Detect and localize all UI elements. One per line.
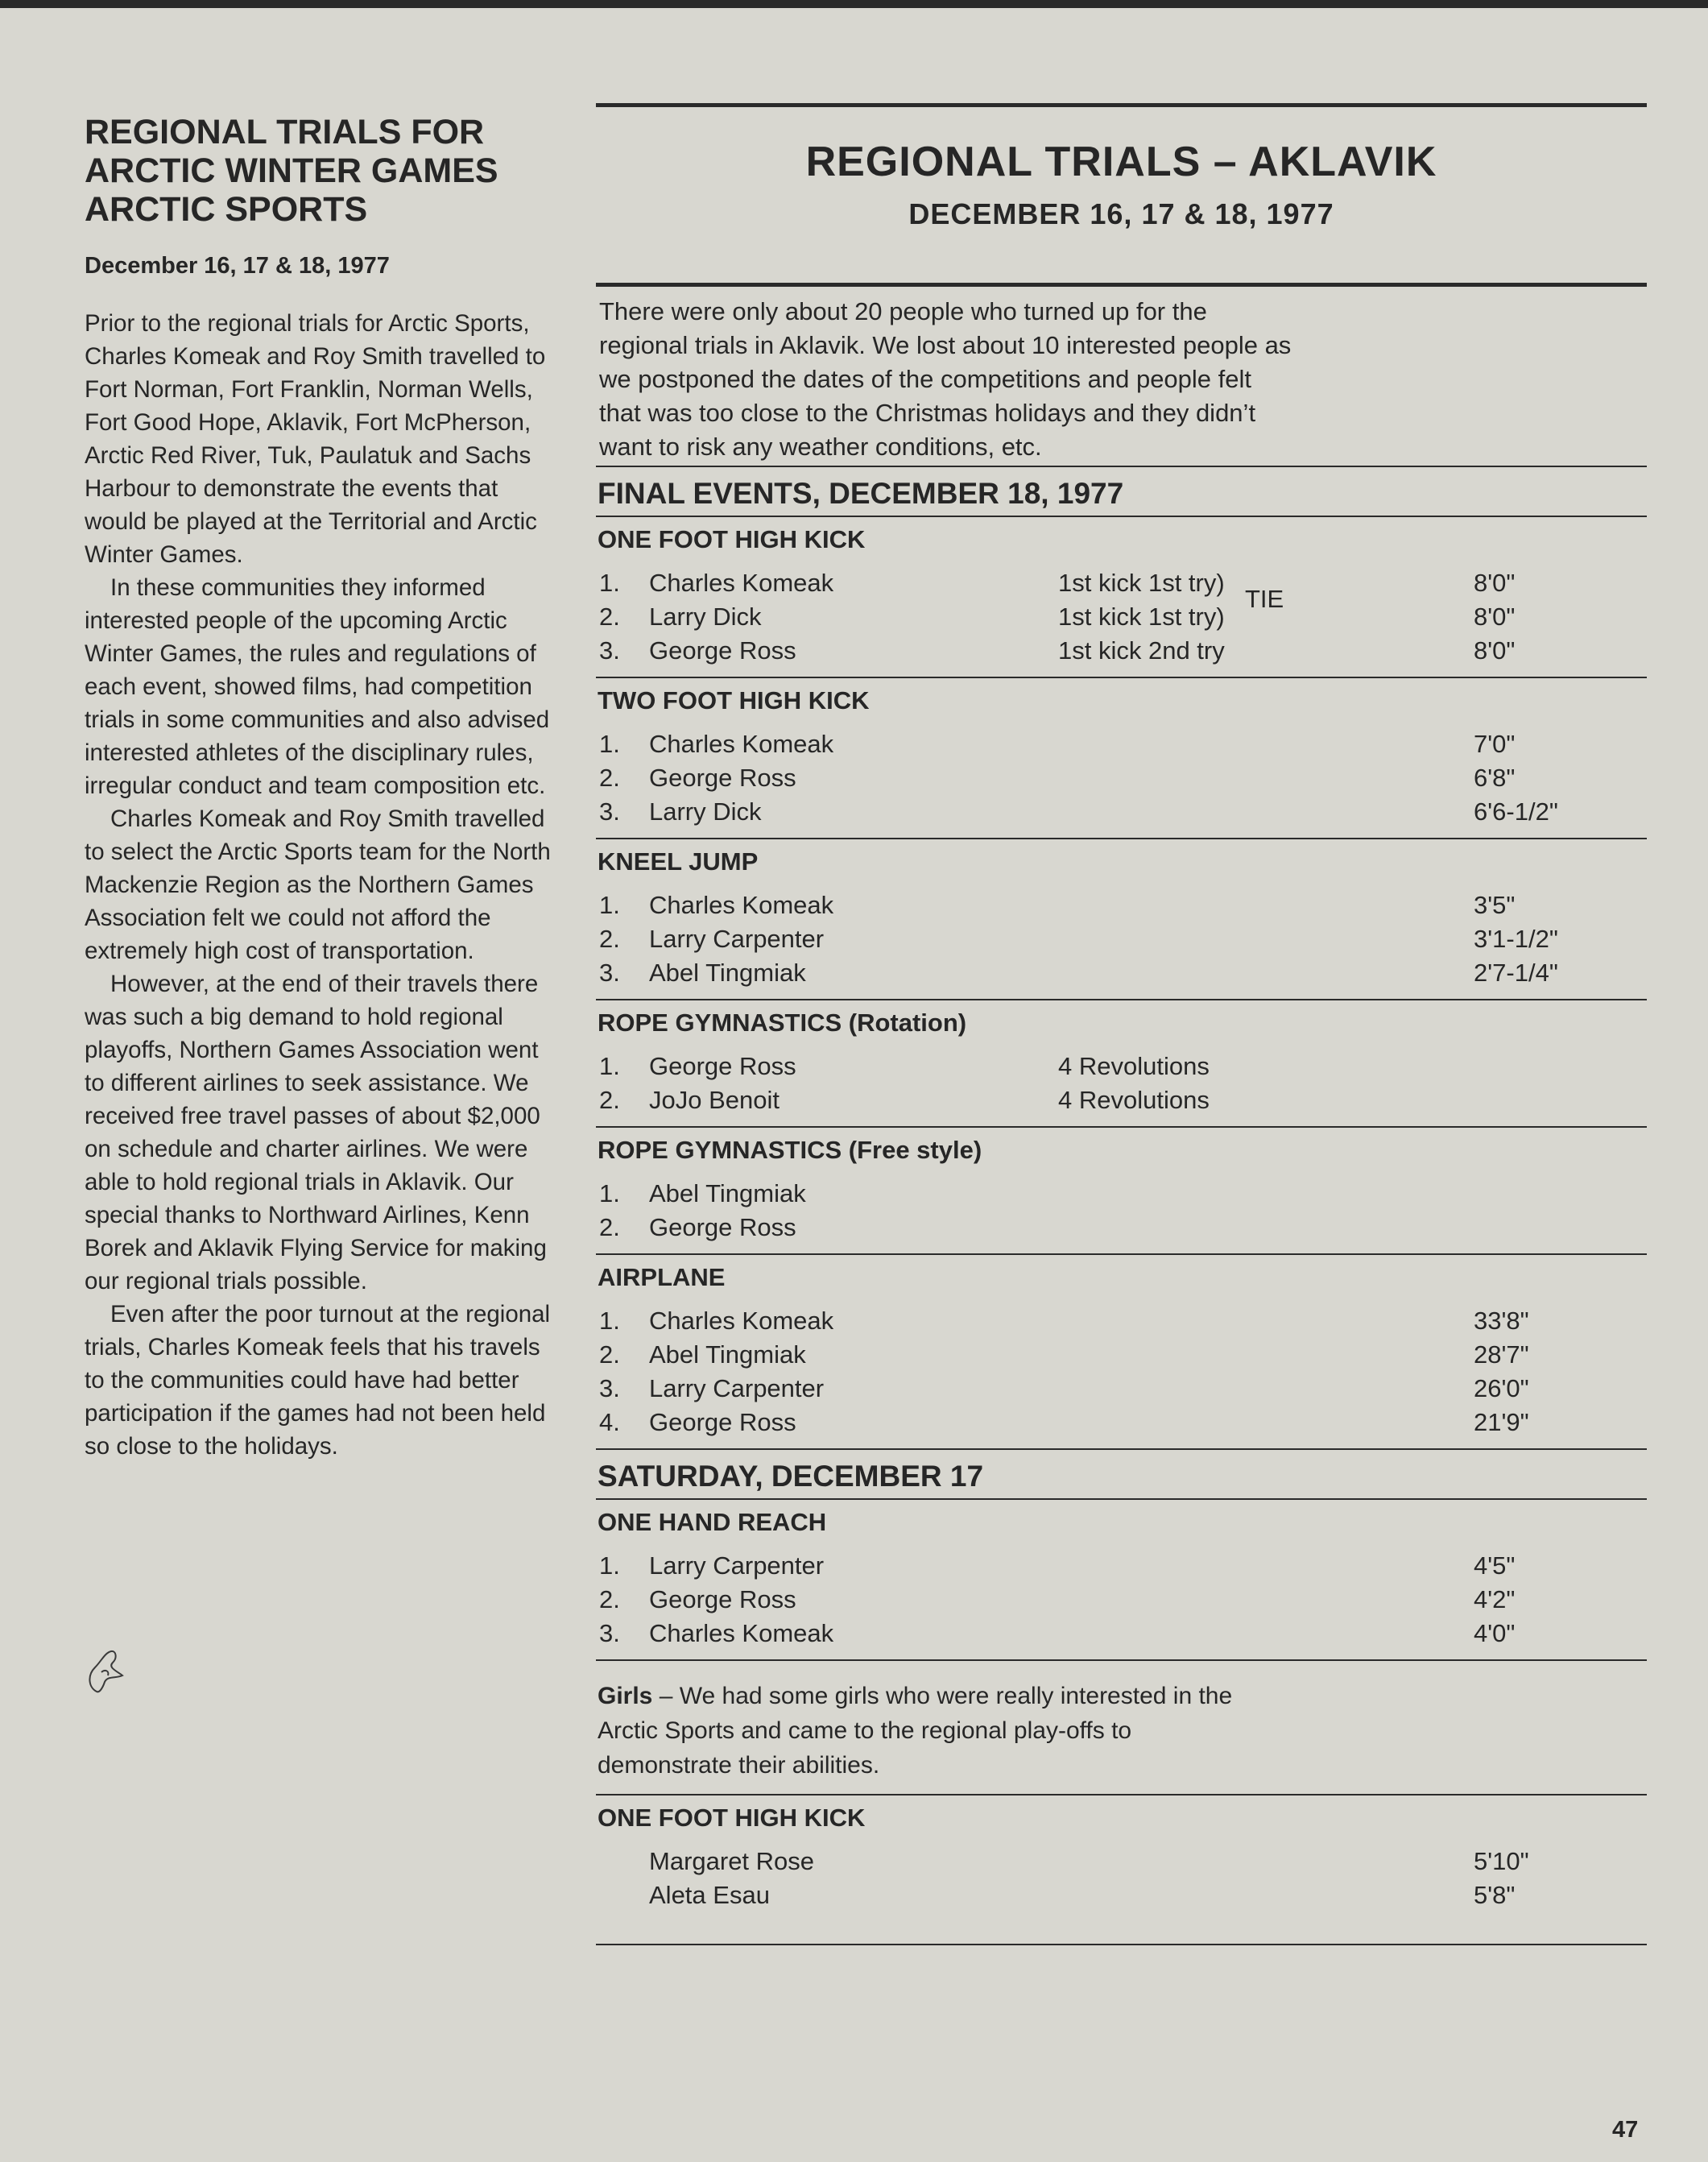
intro-line: regional trials in Aklavik. We lost about 10 interested people as: [599, 331, 1292, 359]
rank: 2.: [599, 1340, 620, 1369]
event-girls-one-foot-high-kick: [596, 1795, 1647, 1921]
event-kneel-jump: [596, 839, 1647, 999]
intro-line: There were only about 20 people who turned up for the: [599, 297, 1207, 325]
event-airplane: [596, 1255, 1647, 1448]
event-title: ONE FOOT HIGH KICK: [598, 1804, 866, 1832]
event-title: TWO FOOT HIGH KICK: [598, 686, 870, 714]
rank: 3.: [599, 1374, 620, 1402]
athlete-name: Aleta Esau: [649, 1881, 770, 1909]
result-value: 28'7": [1474, 1340, 1529, 1369]
athlete-name: George Ross: [649, 1585, 796, 1613]
left-title-line: REGIONAL TRIALS FOR: [85, 113, 485, 151]
result-value: 21'9": [1474, 1408, 1529, 1436]
tie-label: TIE: [1245, 585, 1284, 613]
result-value: 26'0": [1474, 1374, 1529, 1402]
result-row: [598, 959, 1647, 992]
left-title: [85, 113, 552, 229]
athlete-name: Charles Komeak: [649, 1619, 834, 1647]
paragraph: Charles Komeak and Roy Smith travelled to select the Arctic Sports team for the North Mackenzie Region as the Northern Games Association felt we could not afford the extremely high cost of transportation.: [85, 806, 551, 964]
intro-line: that was too close to the Christmas holidays and they didn’t: [599, 399, 1256, 427]
left-title-line: ARCTIC WINTER GAMES: [85, 151, 498, 190]
result-row: [598, 603, 1647, 636]
athlete-name: Larry Carpenter: [649, 1551, 825, 1580]
attempt-note: 4 Revolutions: [1058, 1086, 1210, 1114]
rank: 3.: [599, 797, 620, 826]
result-value: 4'0": [1474, 1619, 1516, 1647]
rank: 2.: [599, 1585, 620, 1613]
result-value: 8'0": [1474, 636, 1516, 665]
event-rope-gymnastics-rotation: [596, 1000, 1647, 1126]
rank: 2.: [599, 603, 620, 631]
event-title: AIRPLANE: [598, 1263, 726, 1291]
girls-note-line: – We had some girls who were really interested in the: [652, 1683, 1233, 1709]
result-value: 3'5": [1474, 891, 1516, 919]
athlete-name: Larry Carpenter: [649, 925, 825, 953]
result-value: 8'0": [1474, 603, 1516, 631]
result-row: [598, 797, 1647, 831]
result-row: [598, 1408, 1647, 1442]
page-number: 47: [1612, 2117, 1639, 2143]
rank: 4.: [599, 1408, 620, 1436]
result-row: [598, 764, 1647, 797]
athlete-name: Charles Komeak: [649, 891, 834, 919]
result-value: 6'8": [1474, 764, 1516, 792]
result-row: [598, 1340, 1647, 1374]
result-row: [598, 1619, 1647, 1653]
rank: 1.: [599, 1052, 620, 1080]
event-rope-gymnastics-free-style: [596, 1128, 1647, 1253]
result-row: [598, 925, 1647, 959]
rank: 1.: [599, 1551, 620, 1580]
paragraph: In these communities they informed interested people of the upcoming Arctic Winter Games, the rules and regulations of each event, showed films, had competition trials in some communities and also advised interested athletes of the disciplinary rules, irregular conduct and team composition etc.: [85, 574, 550, 799]
event-title: ROPE GYMNASTICS (Rotation): [598, 1009, 967, 1037]
event-two-foot-high-kick: [596, 678, 1647, 838]
result-value: 2'7-1/4": [1474, 959, 1558, 987]
result-row: [598, 1179, 1647, 1213]
page-title: REGIONAL TRIALS – AKLAVIK: [805, 139, 1437, 185]
result-row: [598, 1307, 1647, 1340]
result-row: [598, 636, 1647, 670]
girls-note-line: Arctic Sports and came to the regional play-offs to: [598, 1717, 1132, 1744]
athlete-name: George Ross: [649, 1052, 796, 1080]
athlete-name: George Ross: [649, 1408, 796, 1436]
result-value: 7'0": [1474, 730, 1516, 758]
athlete-name: Abel Tingmiak: [649, 959, 806, 987]
event-one-foot-high-kick: [596, 517, 1647, 677]
rank: 1.: [599, 569, 620, 597]
result-value: 6'6-1/2": [1474, 797, 1558, 826]
left-body: [85, 307, 552, 1463]
divider: [596, 1944, 1647, 1945]
page-date: DECEMBER 16, 17 & 18, 1977: [908, 197, 1334, 230]
athlete-name: JoJo Benoit: [649, 1086, 780, 1114]
rank: 1.: [599, 730, 620, 758]
athlete-name: Abel Tingmiak: [649, 1179, 806, 1207]
result-row: [598, 730, 1647, 764]
divider: [596, 103, 1647, 107]
result-value: 4'5": [1474, 1551, 1516, 1580]
rank: 1.: [599, 1179, 620, 1207]
result-value: 33'8": [1474, 1307, 1529, 1335]
attempt-note: 1st kick 1st try): [1058, 603, 1225, 631]
result-value: 4'2": [1474, 1585, 1516, 1613]
left-column: [85, 113, 552, 1463]
event-title: ONE FOOT HIGH KICK: [598, 525, 866, 553]
result-value: 3'1-1/2": [1474, 925, 1558, 953]
rank: 2.: [599, 925, 620, 953]
athlete-name: Margaret Rose: [649, 1847, 815, 1875]
result-row: [598, 1052, 1647, 1086]
left-date: December 16, 17 & 18, 1977: [85, 253, 390, 279]
attempt-note: 1st kick 2nd try: [1058, 636, 1225, 665]
event-title: ROPE GYMNASTICS (Free style): [598, 1136, 982, 1164]
athlete-name: Charles Komeak: [649, 569, 834, 597]
athlete-name: George Ross: [649, 636, 796, 665]
athlete-name: Larry Dick: [649, 603, 762, 631]
rank: 2.: [599, 764, 620, 792]
girls-note: [596, 1661, 1647, 1794]
event-title: KNEEL JUMP: [598, 847, 759, 876]
attempt-note: 1st kick 1st try): [1058, 569, 1225, 597]
top-edge: [0, 0, 1708, 8]
event-title: ONE HAND REACH: [598, 1508, 827, 1536]
paragraph: However, at the end of their travels there was such a big demand to hold regional playoffs, Northern Games Association went to different airlines to seek assistance. We received free travel passes of about $2,000 on schedule and charter airlines. We were able to hold regional trials in Aklavik. Our special thanks to Northward Airlines, Kenn Borek and Aklavik Flying Service for making our regional trials possible.: [85, 971, 547, 1294]
result-row: [598, 1213, 1647, 1247]
paragraph: Prior to the regional trials for Arctic Sports, Charles Komeak and Roy Smith travelled to Fort Norman, Fort Franklin, Norman Wells, Fort Good Hope, Aklavik, Fort McPherson, Arctic Red River, Tuk, Paulatuk and Sachs Harbour to demonstrate the events that would be played at the Territorial and Arctic Winter Games.: [85, 310, 546, 568]
rank: 2.: [599, 1213, 620, 1241]
athlete-name: Abel Tingmiak: [649, 1340, 806, 1369]
signature-mark-icon: [81, 1643, 129, 1700]
paragraph: Even after the poor turnout at the regional trials, Charles Komeak feels that his travels to the communities could have had better participation if the games had not been held so close to the holidays.: [85, 1301, 551, 1460]
athlete-name: Charles Komeak: [649, 1307, 834, 1335]
result-row: [598, 1551, 1647, 1585]
section-heading-saturday: SATURDAY, DECEMBER 17: [598, 1460, 984, 1493]
intro-text: [596, 287, 1647, 466]
event-one-hand-reach: [596, 1500, 1647, 1659]
result-value: 5'8": [1474, 1881, 1516, 1909]
section-heading-final: FINAL EVENTS, DECEMBER 18, 1977: [598, 477, 1124, 510]
result-row: [598, 569, 1647, 613]
rank: 1.: [599, 1307, 620, 1335]
right-column: [596, 103, 1647, 1945]
result-row: [598, 1086, 1647, 1120]
intro-line: we postponed the dates of the competitions and people felt: [599, 365, 1252, 393]
rank: 1.: [599, 891, 620, 919]
rank: 3.: [599, 636, 620, 665]
athlete-name: George Ross: [649, 1213, 796, 1241]
result-value: 5'10": [1474, 1847, 1529, 1875]
athlete-name: Charles Komeak: [649, 730, 834, 758]
result-row: [598, 1847, 1647, 1881]
athlete-name: Larry Dick: [649, 797, 762, 826]
result-row: [598, 1881, 1647, 1915]
result-row: [598, 891, 1647, 925]
athlete-name: Larry Carpenter: [649, 1374, 825, 1402]
result-row: [598, 1585, 1647, 1619]
girls-label: Girls: [598, 1683, 653, 1709]
attempt-note: 4 Revolutions: [1058, 1052, 1210, 1080]
result-row: [598, 1374, 1647, 1408]
intro-line: want to risk any weather conditions, etc.: [599, 433, 1042, 461]
rank: 2.: [599, 1086, 620, 1114]
rank: 3.: [599, 959, 620, 987]
girls-note-line: demonstrate their abilities.: [598, 1752, 880, 1779]
athlete-name: George Ross: [649, 764, 796, 792]
rank: 3.: [599, 1619, 620, 1647]
result-value: 8'0": [1474, 569, 1516, 597]
left-title-line: ARCTIC SPORTS: [85, 190, 368, 229]
